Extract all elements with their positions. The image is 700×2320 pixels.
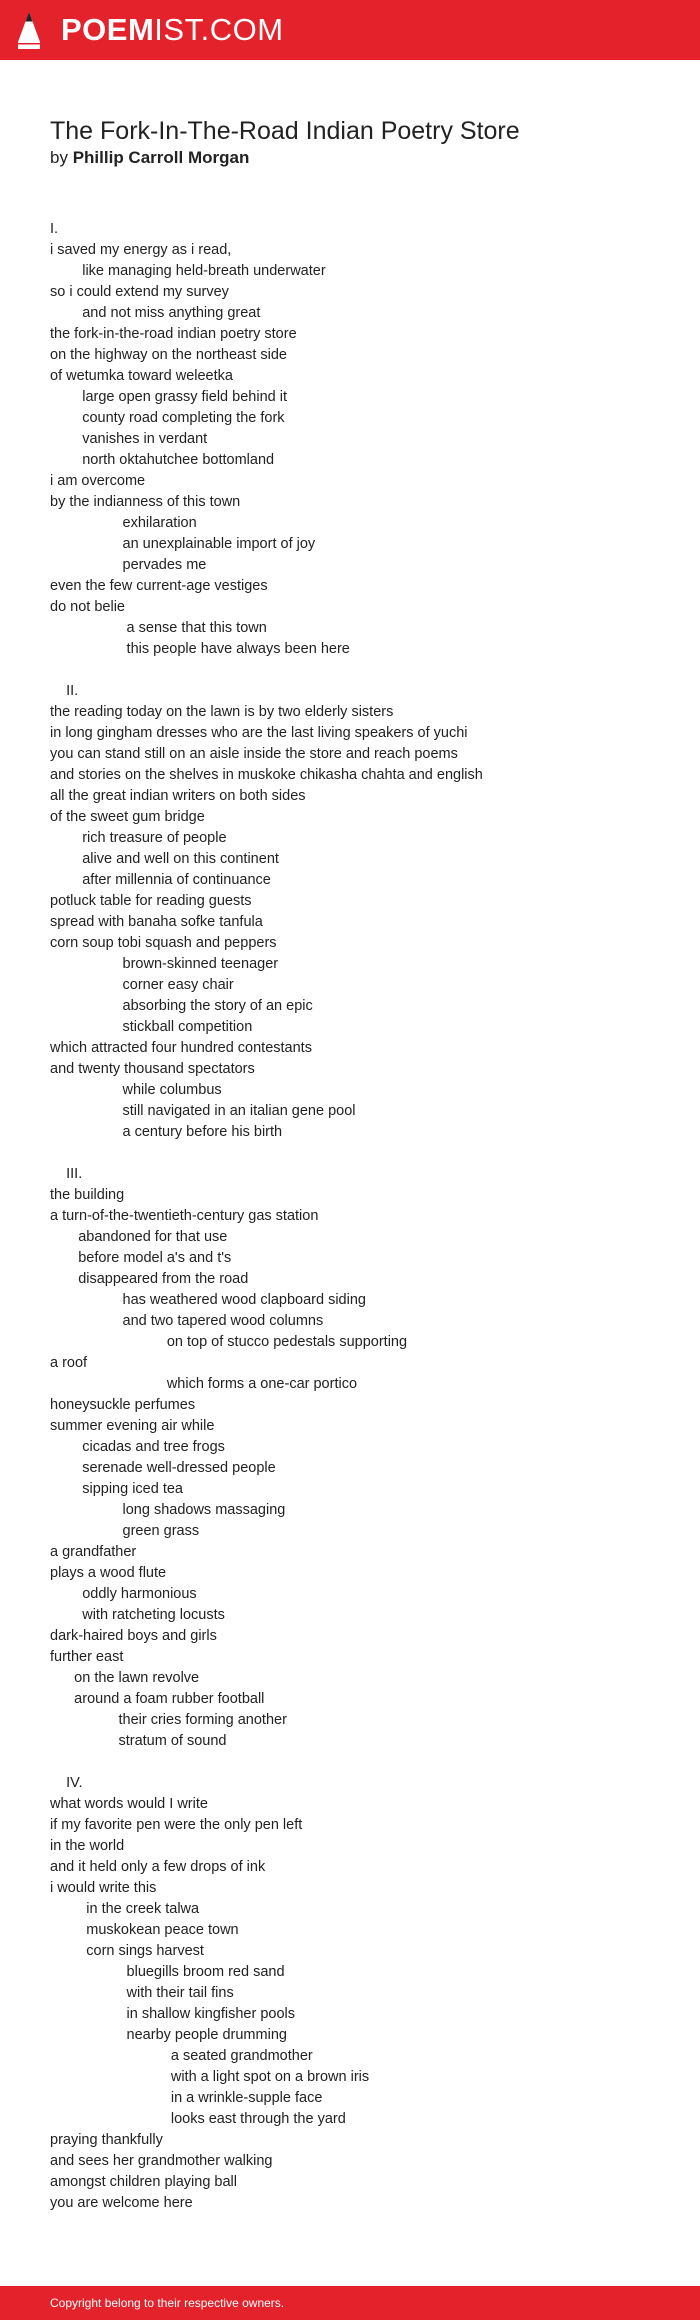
site-footer <box>0 2286 700 2320</box>
poem-line: in the world <box>50 1838 125 1854</box>
poem-line: with ratcheting locusts <box>50 1607 225 1623</box>
poem-line: long shadows massaging <box>50 1502 286 1518</box>
poem-line: a roof <box>50 1355 88 1371</box>
poem-line: a turn-of-the-twentieth-century gas station <box>50 1208 319 1224</box>
poem-line: a grandfather <box>50 1544 137 1560</box>
poem-line: with a light spot on a brown iris <box>50 2069 370 2085</box>
poem-line: you are welcome here <box>50 2195 193 2211</box>
pencil-logo-icon[interactable] <box>16 10 42 50</box>
poem-line: the building <box>50 1187 125 1203</box>
poem-line: in shallow kingfisher pools <box>50 2006 295 2022</box>
poem-line: all the great indian writers on both sides <box>50 788 306 804</box>
poem-line: county road completing the fork <box>50 410 285 426</box>
poem-line: looks east through the yard <box>50 2111 346 2127</box>
poem-line: on top of stucco pedestals supporting <box>50 1334 408 1350</box>
poem-line: abandoned for that use <box>50 1229 228 1245</box>
poem-line: after millennia of continuance <box>50 872 271 888</box>
poem-line: a sense that this town <box>50 620 267 636</box>
site-header <box>0 0 700 60</box>
poem-line: sipping iced tea <box>50 1481 183 1497</box>
poem-line: muskokean peace town <box>50 1922 239 1938</box>
poem-line: their cries forming another <box>50 1712 287 1728</box>
poem-line <box>50 1752 670 1773</box>
author-name[interactable]: Phillip Carroll Morgan <box>72 148 250 167</box>
poem-line: dark-haired boys and girls <box>50 1628 217 1644</box>
poem-line: around a foam rubber football <box>50 1691 265 1707</box>
copyright-notice: Copyright belong to their respective owners. <box>50 2296 285 2310</box>
site-logo[interactable] <box>61 13 284 47</box>
poem-line: bluegills broom red sand <box>50 1964 285 1980</box>
poem-line: corn sings harvest <box>50 1943 204 1959</box>
poem-line: I. <box>50 221 59 237</box>
poem-line: rich treasure of people <box>50 830 227 846</box>
poem-line: summer evening air while <box>50 1418 215 1434</box>
poem-line <box>50 1143 670 1164</box>
poem-line: and sees her grandmother walking <box>50 2153 273 2169</box>
poem-line: of the sweet gum bridge <box>50 809 205 825</box>
poem-line: and two tapered wood columns <box>50 1313 324 1329</box>
poem-line: by the indianness of this town <box>50 494 241 510</box>
poem-line: and twenty thousand spectators <box>50 1061 255 1077</box>
poem-line: even the few current-age vestiges <box>50 578 268 594</box>
poem-line: green grass <box>50 1523 200 1539</box>
poem-body <box>50 219 670 2214</box>
poem-line: i saved my energy as i read, <box>50 242 232 258</box>
poem-line: do not belie <box>50 599 125 615</box>
poem-line: i am overcome <box>50 473 146 489</box>
poem-line: on the highway on the northeast side <box>50 347 287 363</box>
poem-line: has weathered wood clapboard siding <box>50 1292 366 1308</box>
poem-line <box>50 660 670 681</box>
poem-line: amongst children playing ball <box>50 2174 237 2190</box>
poem-line: an unexplainable import of joy <box>50 536 316 552</box>
poem-line: in long gingham dresses who are the last living speakers of yuchi <box>50 725 468 741</box>
poem-line: the fork-in-the-road indian poetry store <box>50 326 297 342</box>
poem-line: stickball competition <box>50 1019 253 1035</box>
byline <box>50 146 249 170</box>
poem-line: in a wrinkle-supple face <box>50 2090 323 2106</box>
poem-line: absorbing the story of an epic <box>50 998 313 1014</box>
poem-line: vanishes in verdant <box>50 431 208 447</box>
poem-line: further east <box>50 1649 124 1665</box>
poem-line: stratum of sound <box>50 1733 227 1749</box>
poem-line: which forms a one-car portico <box>50 1376 358 1392</box>
poem-line: large open grassy field behind it <box>50 389 287 405</box>
logo-thin-text: IST.COM <box>154 12 284 47</box>
poem-line: potluck table for reading guests <box>50 893 252 909</box>
poem-line: pervades me <box>50 557 207 573</box>
poem-line: like managing held-breath underwater <box>50 263 326 279</box>
poem-line: with their tail fins <box>50 1985 234 2001</box>
poem-line: if my favorite pen were the only pen left <box>50 1817 303 1833</box>
poem-line: exhilaration <box>50 515 197 531</box>
poem-line: the reading today on the lawn is by two elderly sisters <box>50 704 394 720</box>
poem-line: honeysuckle perfumes <box>50 1397 196 1413</box>
poem-line: III. <box>50 1166 83 1182</box>
poem-line: still navigated in an italian gene pool <box>50 1103 356 1119</box>
poem-line: and not miss anything great <box>50 305 261 321</box>
poem-line: and stories on the shelves in muskoke chikasha chahta and english <box>50 767 483 783</box>
poem-line: disappeared from the road <box>50 1271 249 1287</box>
poem-line: which attracted four hundred contestants <box>50 1040 312 1056</box>
logo-bold-text: POEM <box>61 12 155 47</box>
poem-line: cicadas and tree frogs <box>50 1439 225 1455</box>
poem-line: oddly harmonious <box>50 1586 197 1602</box>
poem-line: plays a wood flute <box>50 1565 167 1581</box>
poem-line: nearby people drumming <box>50 2027 287 2043</box>
poem-line: corner easy chair <box>50 977 234 993</box>
poem-line: praying thankfully <box>50 2132 163 2148</box>
poem-line: in the creek talwa <box>50 1901 200 1917</box>
poem-line: while columbus <box>50 1082 222 1098</box>
poem-line: II. <box>50 683 79 699</box>
poem-line: a seated grandmother <box>50 2048 313 2064</box>
poem-line: corn soup tobi squash and peppers <box>50 935 277 951</box>
poem-line: serenade well-dressed people <box>50 1460 276 1476</box>
poem-line: and it held only a few drops of ink <box>50 1859 266 1875</box>
poem-title: The Fork-In-The-Road Indian Poetry Store <box>50 117 520 145</box>
poem-line: what words would I write <box>50 1796 208 1812</box>
poem-line: of wetumka toward weleetka <box>50 368 233 384</box>
poem-line: IV. <box>50 1775 83 1791</box>
poem-line: brown-skinned teenager <box>50 956 279 972</box>
poem-line: before model a's and t's <box>50 1250 232 1266</box>
poem-line: a century before his birth <box>50 1124 283 1140</box>
by-prefix: by <box>50 148 68 167</box>
poem-line: i would write this <box>50 1880 157 1896</box>
poem-line: so i could extend my survey <box>50 284 229 300</box>
poem-line: alive and well on this continent <box>50 851 279 867</box>
poem-line: north oktahutchee bottomland <box>50 452 275 468</box>
poem-line: this people have always been here <box>50 641 350 657</box>
poem-line: spread with banaha sofke tanfula <box>50 914 263 930</box>
poem-line: on the lawn revolve <box>50 1670 200 1686</box>
poem-line: you can stand still on an aisle inside the store and reach poems <box>50 746 458 762</box>
